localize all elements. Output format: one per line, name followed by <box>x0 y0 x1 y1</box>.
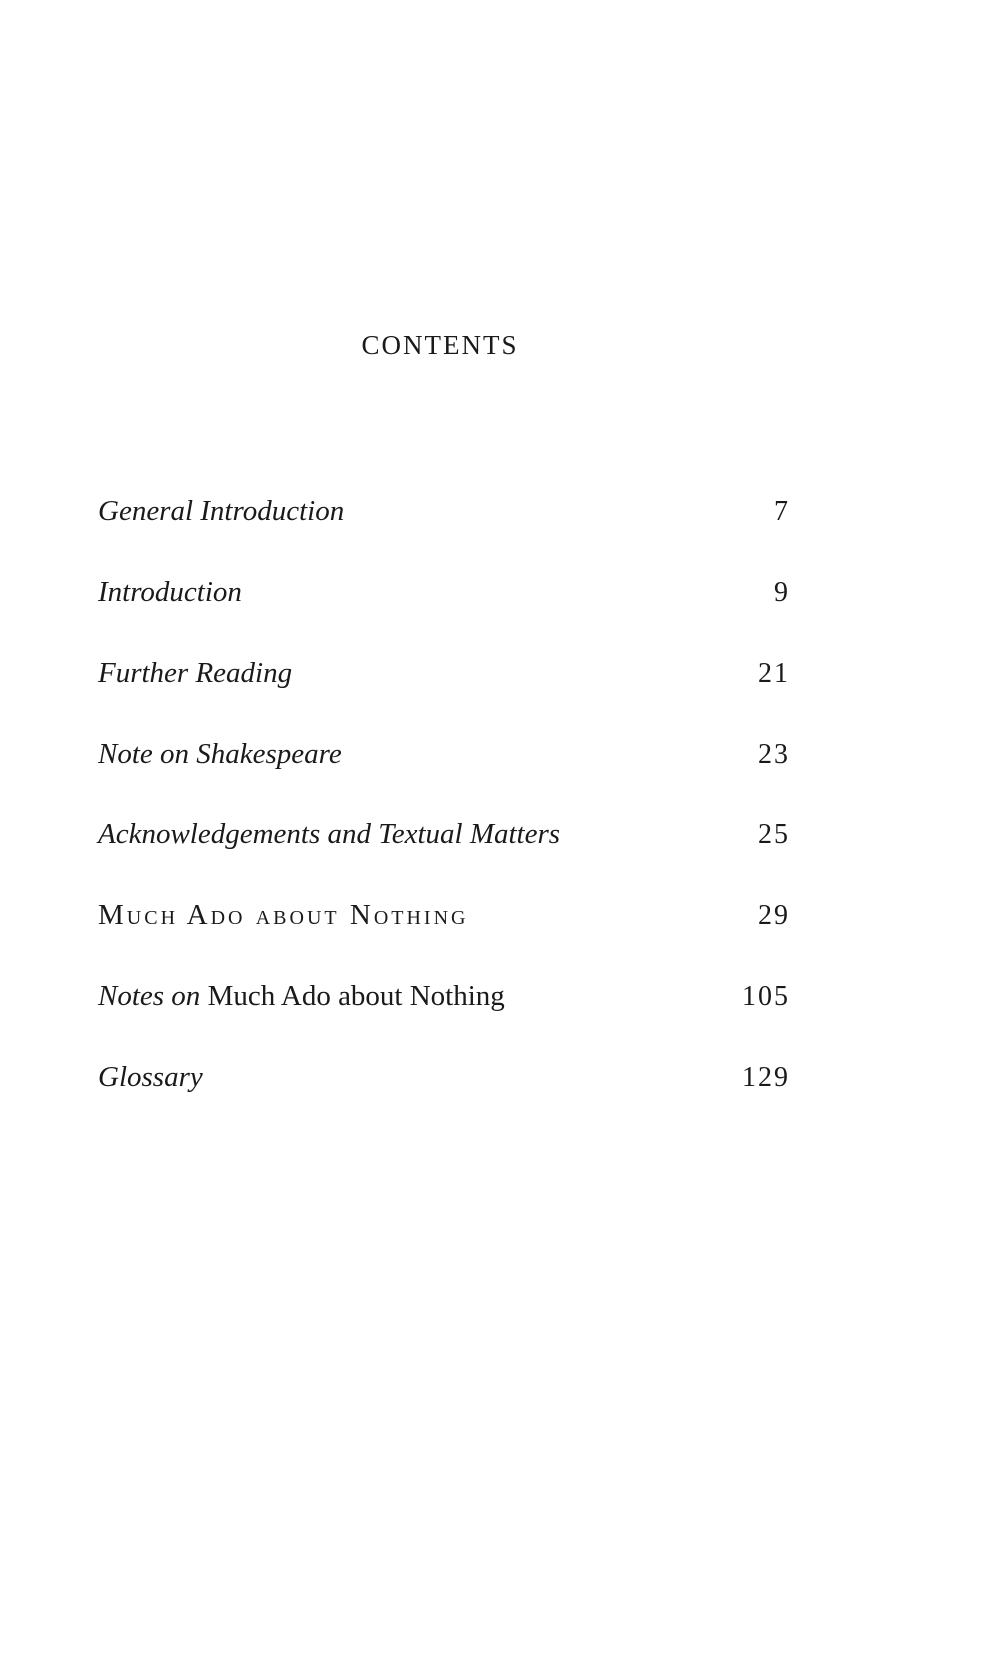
toc-entry-title: Much Ado about Nothing <box>98 899 469 931</box>
toc-entry-acknowledgements[interactable] <box>98 818 790 858</box>
toc-entry-notes[interactable] <box>98 980 790 1020</box>
toc-entry-page-number: 23 <box>758 739 790 770</box>
toc-entry-page-number: 105 <box>742 981 790 1012</box>
toc-entry-title: General Introduction <box>98 495 345 527</box>
toc-entry-glossary[interactable] <box>98 1061 790 1101</box>
toc-entry-note-on-shakespeare[interactable] <box>98 738 790 778</box>
toc-entry-title: Further Reading <box>98 657 293 689</box>
toc-entry-title: Acknowledgements and Textual Matters <box>98 818 561 850</box>
toc-entry-title: Introduction <box>98 576 242 608</box>
toc-entry-general-introduction[interactable] <box>98 495 790 535</box>
toc-entry-page-number: 7 <box>774 496 790 527</box>
toc-entry-play-text[interactable] <box>98 899 790 939</box>
page-title: CONTENTS <box>361 330 519 360</box>
toc-entry-page-number: 25 <box>758 819 790 850</box>
toc-entry-page-number: 21 <box>758 658 790 689</box>
toc-entry-page-number: 129 <box>742 1062 790 1093</box>
toc-entry-page-number: 29 <box>758 900 790 931</box>
toc-entry-title: Note on Shakespeare <box>98 738 342 770</box>
toc-entry-title-prefix: Notes on <box>98 980 201 1012</box>
toc-entry-page-number: 9 <box>774 577 790 608</box>
toc-entry-title <box>98 980 505 1013</box>
toc-entry-further-reading[interactable] <box>98 657 790 697</box>
toc-entry-introduction[interactable] <box>98 576 790 616</box>
toc-entry-title: Glossary <box>98 1061 203 1093</box>
toc-entry-title-suffix: Much Ado about Nothing <box>207 980 505 1012</box>
